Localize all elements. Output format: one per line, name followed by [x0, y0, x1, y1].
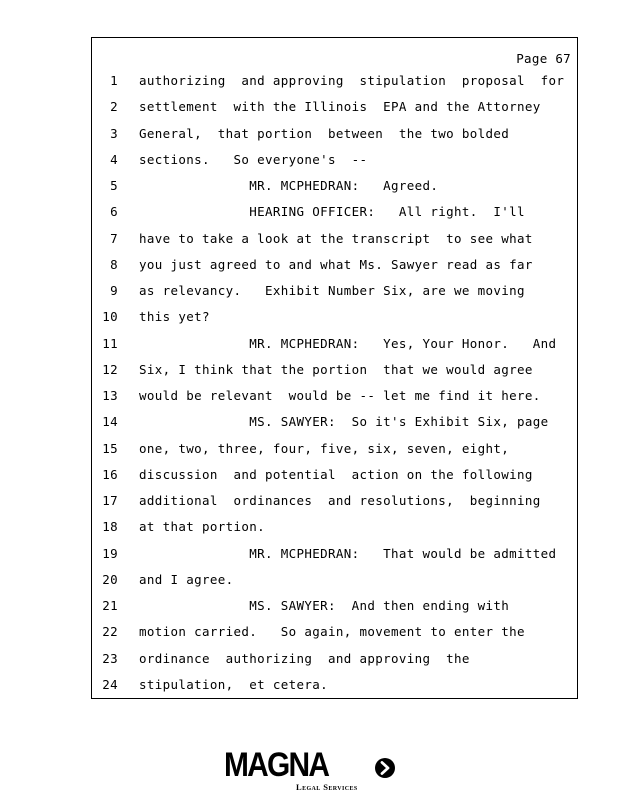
line-text: stipulation, et cetera.	[139, 676, 329, 692]
line-number: 6	[110, 204, 118, 220]
transcript-line	[92, 677, 578, 697]
transcript-line	[92, 73, 578, 93]
line-number: 9	[110, 283, 118, 298]
line-text: this yet?	[139, 309, 210, 325]
transcript-line	[92, 388, 578, 408]
line-number: 18	[102, 519, 118, 535]
line-number: 7	[110, 230, 118, 246]
transcript-line	[92, 283, 578, 303]
line-number: 8	[110, 256, 118, 272]
line-number: 19	[102, 545, 118, 561]
transcript-line	[92, 152, 578, 172]
line-number: 1	[110, 73, 118, 88]
transcript-line	[92, 336, 578, 356]
line-text: MS. SAWYER: And then ending with	[139, 598, 510, 613]
line-number: 20	[102, 571, 118, 587]
transcript-line	[92, 493, 578, 513]
line-text: ordinance authorizing and approving the	[139, 650, 470, 666]
line-number: 11	[102, 335, 118, 351]
line-number: 21	[102, 598, 118, 613]
line-text: General, that portion between the two bolded	[139, 125, 510, 141]
line-number: 16	[102, 466, 118, 482]
line-text: MR. MCPHEDRAN: Yes, Your Honor. And	[139, 335, 557, 351]
line-text: HEARING OFFICER: All right. I'll	[139, 204, 525, 220]
logo-subtitle: Legal Services	[296, 782, 358, 792]
arrow-circle-icon	[374, 757, 396, 779]
transcript-line	[92, 651, 578, 671]
line-text: motion carried. So again, movement to enter the	[139, 624, 525, 640]
line-number: 4	[110, 151, 118, 167]
line-text: authorizing and approving stipulation proposal for	[139, 73, 565, 88]
transcript-line	[92, 204, 578, 224]
line-text: would be relevant would be -- let me find it here.	[139, 388, 541, 403]
line-number: 3	[110, 125, 118, 141]
line-text: additional ordinances and resolutions, beginning	[139, 493, 541, 508]
transcript-line	[92, 572, 578, 592]
magna-logo	[224, 748, 399, 792]
transcript-line	[92, 441, 578, 461]
line-text: Six, I think that the portion that we would agree	[139, 361, 533, 377]
line-number: 12	[102, 361, 118, 377]
transcript-line	[92, 624, 578, 644]
logo-wordmark: MAGNA	[224, 746, 329, 784]
transcript-line	[92, 126, 578, 146]
line-number: 22	[102, 624, 118, 640]
transcript-line	[92, 178, 578, 198]
line-text: and I agree.	[139, 571, 234, 587]
line-text: settlement with the Illinois EPA and the Attorney	[139, 99, 541, 115]
line-number: 13	[102, 388, 118, 403]
line-text: MR. MCPHEDRAN: That would be admitted	[139, 545, 557, 561]
line-number: 17	[102, 493, 118, 508]
page-number: Page 67	[516, 51, 571, 66]
transcript-line	[92, 231, 578, 251]
transcript-line	[92, 99, 578, 119]
transcript-line	[92, 414, 578, 434]
line-number: 2	[110, 99, 118, 115]
line-number: 23	[102, 650, 118, 666]
line-text: discussion and potential action on the following	[139, 466, 533, 482]
transcript-line	[92, 467, 578, 487]
line-number: 10	[102, 309, 118, 325]
transcript-line	[92, 362, 578, 382]
transcript-line	[92, 309, 578, 329]
line-text: have to take a look at the transcript to see what	[139, 230, 533, 246]
transcript-line	[92, 257, 578, 277]
line-text: at that portion.	[139, 519, 266, 535]
line-text: you just agreed to and what Ms. Sawyer read as far	[139, 256, 533, 272]
transcript-page	[91, 37, 578, 699]
line-text: as relevancy. Exhibit Number Six, are we moving	[139, 283, 525, 298]
transcript-line	[92, 519, 578, 539]
line-text: MS. SAWYER: So it's Exhibit Six, page	[139, 414, 549, 430]
line-text: sections. So everyone's --	[139, 151, 368, 167]
line-number: 5	[110, 178, 118, 193]
transcript-line	[92, 546, 578, 566]
transcript-line	[92, 598, 578, 618]
line-number: 15	[102, 440, 118, 456]
line-text: one, two, three, four, five, six, seven, eight,	[139, 440, 510, 456]
line-number: 14	[102, 414, 118, 430]
line-number: 24	[102, 676, 118, 692]
line-text: MR. MCPHEDRAN: Agreed.	[139, 178, 439, 193]
